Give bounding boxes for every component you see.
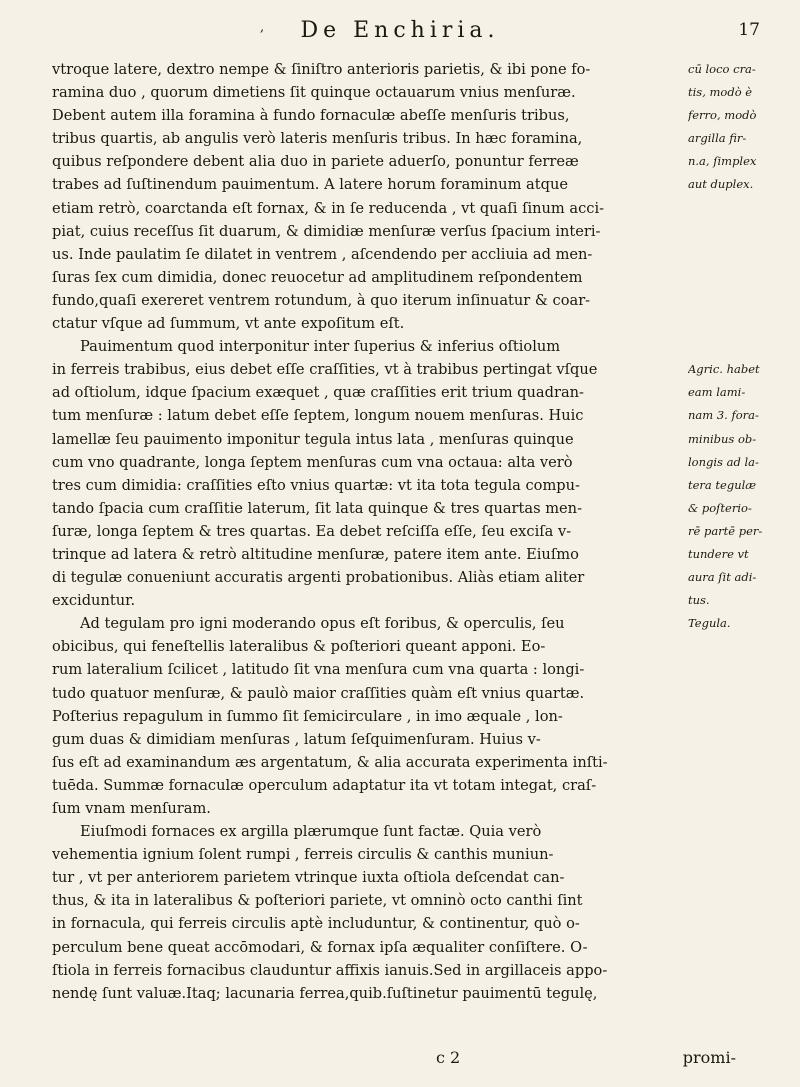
margin-note: tus. — [688, 593, 710, 608]
text-line: tudo quatuor menſuræ, & paulò maior craſſities quàm eſt vnius quartæ. — [52, 684, 585, 702]
margin-note — [688, 289, 788, 312]
margin-note — [688, 266, 788, 289]
margin-notes — [688, 58, 788, 635]
margin-note: aura ſit adi- — [688, 570, 757, 585]
text-line: rum lateralium ſcilicet , latitudo ſit vna menſura cum vna quarta : longi- — [52, 661, 585, 679]
margin-note — [688, 243, 788, 266]
margin-note: & poſterio- — [688, 500, 752, 515]
text-line: ſuras ſex cum dimidia, donec reuocetur ad amplitudinem reſpondentem — [52, 268, 583, 286]
text-line: nendę ſunt valuæ.Itaq; lacunaria ferrea,quib.ſuſtinetur pauimentū tegulę, — [52, 984, 598, 1002]
text-line: quibus reſpondere debent alia duo in pariete aduerſo, ponuntur ferreæ — [52, 153, 579, 171]
page-header — [40, 16, 760, 50]
text-line: vehementia ignium ſolent rumpi , ferreis circulis & canthis muniun- — [52, 846, 554, 864]
text-line: tres cum dimidia: craſſities eſto vnius quartæ: vt ita tota tegula compu- — [52, 476, 580, 494]
text-line: us. Inde paulatim ſe dilatet in ventrem , aſcendendo per accliuia ad men- — [52, 245, 593, 263]
main-text-block — [52, 58, 686, 1005]
margin-note: nam 3. fora- — [688, 408, 759, 423]
text-line: Eiuſmodi fornaces ex argilla plærumque ſunt factæ. Quia verò — [80, 823, 542, 841]
text-line: ſum vnam menſuram. — [52, 800, 211, 817]
text-line: ſuræ, longa ſeptem & tres quartas. Ea debet reſciſſa eſſe, ſeu exciſa v- — [52, 522, 572, 540]
text-line: tur , vt per anteriorem parietem vtrinque iuxta oſtiola deſcendat can- — [52, 869, 565, 887]
text-line: etiam retrò, coarctanda eſt fornax, & in ſe reducenda , vt quaſi ſinum acci- — [52, 199, 605, 217]
text-line: piat, cuius receſſus ſit duarum, & dimidiæ menſuræ verſus ſpacium interi- — [52, 222, 601, 240]
margin-note: ferro, modò — [688, 108, 757, 123]
text-line: in fornacula, qui ferreis circulis aptè includuntur, & continentur, quò o- — [52, 915, 580, 933]
margin-note — [688, 220, 788, 243]
text-line: ſus eſt ad examinandum æs argentatum, & alia accurata experimenta inſti- — [52, 753, 608, 771]
margin-note: n.a, ſimplex — [688, 154, 757, 169]
margin-note — [688, 197, 788, 220]
margin-note: Tegula. — [688, 616, 731, 631]
text-line: ad oſtiolum, idque ſpacium exæquet , quæ craſſities erit trium quadran- — [52, 384, 584, 402]
text-line: tribus quartis, ab angulis verò lateris menſuris tribus. In hæc foramina, — [52, 130, 583, 148]
text-line: exciduntur. — [52, 592, 136, 610]
text-line: tuēda. Summæ fornaculæ operculum adaptatur ita vt totam integat, craſ- — [52, 776, 597, 794]
text-line: tum menſuræ : latum debet eſſe ſeptem, longum nouem menſuras. Huic — [52, 407, 584, 425]
text-line: vtroque latere, dextro nempe & ſiniſtro anterioris parietis, & ibi pone fo- — [52, 61, 591, 78]
text-line: lamellæ ſeu pauimento imponitur tegula intus lata , menſuras quinque — [52, 430, 574, 448]
text-line: thus, & ita in lateralibus & poſteriori pariete, vt omninò octo canthi ſint — [52, 892, 583, 910]
text-line: Debent autem illa foramina à fundo fornaculæ abeſſe menſuris tribus, — [52, 107, 570, 125]
text-line: cum vno quadrante, longa ſeptem menſuras cum vna octaua: alta verò — [52, 453, 573, 471]
text-line: ctatur vſque ad ſummum, vt ante expoſitum eſt. — [52, 315, 405, 333]
text-line: ramina duo , quorum dimetiens ſit quinque octauarum vnius menſuræ. — [52, 84, 576, 102]
margin-note: eam lami- — [688, 385, 746, 400]
running-head: De Enchiria. — [300, 18, 500, 43]
margin-note: argilla fir- — [688, 131, 747, 146]
page-footer — [52, 1048, 742, 1074]
margin-note: aut duplex. — [688, 177, 754, 192]
text-line: ſtiola in ferreis fornacibus clauduntur affixis ianuis.Sed in argillaceis appo- — [52, 961, 608, 979]
text-line: in ferreis trabibus, eius debet eſſe craſſities, vt à trabibus pertingat vſque — [52, 361, 598, 379]
catchword: promi- — [682, 1048, 736, 1067]
margin-note: tundere vt — [688, 546, 749, 561]
margin-note: minibus ob- — [688, 431, 757, 446]
margin-note: Agric. habet — [688, 362, 760, 377]
text-line: Ad tegulam pro igni moderando opus eſt foribus, & operculis, ſeu — [80, 615, 565, 633]
text-line: Pauimentum quod interponitur inter ſuperius & inferius oſtiolum — [80, 338, 561, 356]
text-line: obicibus, qui feneſtellis lateralibus & poſteriori queant apponi. Eo- — [52, 638, 546, 656]
signature-mark: c 2 — [436, 1048, 461, 1067]
text-line: gum duas & dimidiam menſuras , latum ſeſquimenſuram. Huius v- — [52, 730, 541, 748]
page-number: 17 — [738, 20, 760, 40]
text-line: trinque ad latera & retrò altitudine menſuræ, patere item ante. Eiuſmo — [52, 545, 579, 563]
margin-note: tera tegulæ — [688, 477, 757, 492]
text-line: tando ſpacia cum craſſitie laterum, ſit lata quinque & tres quartas men- — [52, 499, 583, 517]
margin-note: cū loco cra- — [688, 62, 756, 76]
text-line: di tegulæ conueniunt accuratis argenti probationibus. Aliàs etiam aliter — [52, 569, 585, 587]
margin-note — [688, 312, 788, 335]
margin-note — [688, 335, 788, 358]
text-line: Poſterius repagulum in ſummo ſit ſemicirculare , in imo æquale , lon- — [52, 707, 563, 725]
margin-note: tis, modò è — [688, 85, 753, 100]
text-line: trabes ad ſuſtinendum pauimentum. A latere horum foraminum atque — [52, 176, 569, 194]
header-tick-mark: , — [260, 20, 265, 35]
margin-note: longis ad la- — [688, 454, 759, 469]
text-line: perculum bene queat accōmodari, & fornax ipſa æqualiter conſiſtere. O- — [52, 938, 588, 956]
margin-note: rē partē per- — [688, 523, 763, 538]
text-line: fundo,quaſi exereret ventrem rotundum, à quo iterum inſinuatur & coar- — [52, 291, 591, 309]
